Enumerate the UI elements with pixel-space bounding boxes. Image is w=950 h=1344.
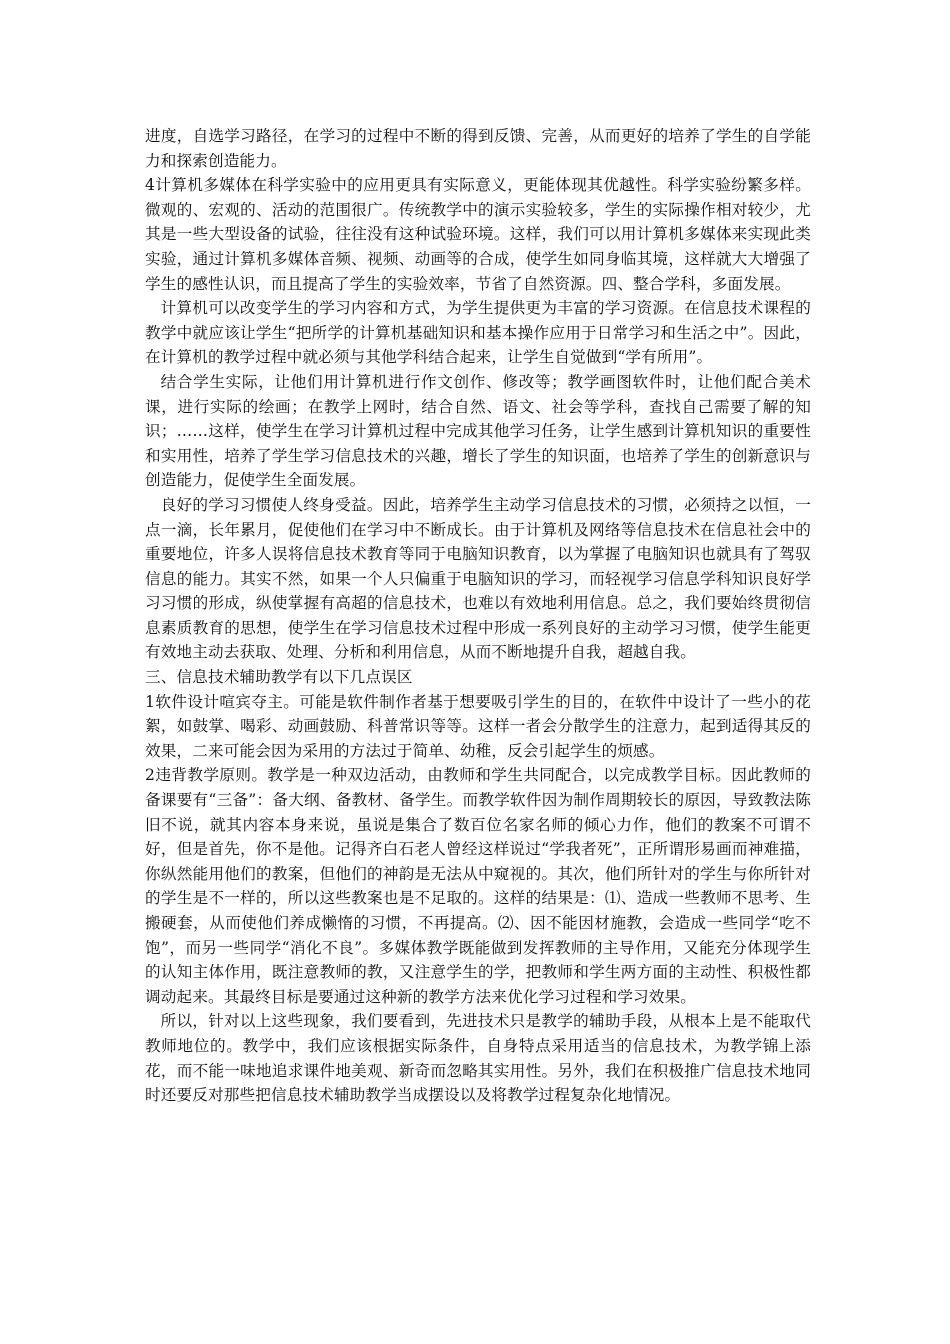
paragraph-learning-habits: 良好的学习习惯使人终身受益。因此，培养学生主动学习信息技术的习惯，必须持之以恒，一点一滴，长年累月，促使他们在学习中不断成长。由于计算机及网络等信息技术在信息社会中的重要地位，许多人误将信息技术教育等同于电脑知识教育，以为掌握了电脑知识也就具有了驾驭信息的能力。其实不然，如果一个人只偏重于电脑知识的学习，而轻视学习信息学科知识良好学习习惯的形成，纵使掌握有高超的信息技术，也难以有效地利用信息。总之，我们要始终贯彻信息素质教育的思想，使学生在学习信息技术过程中形成一系列良好的主动学习习惯，使学生能更有效地主动去获取、处理、分析和利用信息，从而不断地提升自我，超越自我。	[145, 495, 811, 662]
paragraph-learning-content: 计算机可以改变学生的学习内容和方式，为学生提供更为丰富的学习资源。在信息技术课程的教学中就应该让学生“把所学的计算机基础知识和基本操作应用于日常学习和生活之中”。因此，在计算机的教学过程中就必须与其他学科结合起来，让学生自觉做到“学有所用”。	[145, 299, 811, 367]
paragraph-conclusion: 所以，针对以上这些现象，我们要看到，先进技术只是教学的辅助手段，从根本上是不能取代教师地位的。教学中，我们应该根据实际条件，自身特点采用适当的信息技术，为教学锦上添花，而不能一味地追求课件地美观、新奇而忽略其实用性。另外，我们在积极推广信息技术地同时还要反对那些把信息技术辅助教学当成摆设以及将教学过程复杂化地情况。	[145, 1012, 811, 1105]
paragraph-point-2: 2违背教学原则。教学是一种双边活动，由教师和学生共同配合，以完成教学目标。因此教师的备课要有“三备”：备大纲、备教材、备学生。而教学软件因为制作周期较长的原因，导致教法陈旧不说，就其内容本身来说，虽说是集合了数百位名家名师的倾心力作，他们的教案不可谓不好，但是首先，你不是他。记得齐白石老人曾经这样说过“学我者死”，正所谓形易画而神难描，你纵然能用他们的教案，但他们的神韵是无法从中窥视的。其次，他们所针对的学生与你所针对的学生是不一样的，所以这些教案也是不足取的。这样的结果是：⑴、造成一些教师不思考、生搬硬套，从而使他们养成懒惰的习惯，不再提高。⑵、因不能因材施教，会造成一些同学“吃不饱”，而另一些同学“消化不良”。多媒体教学既能做到发挥教师的主导作用，又能充分体现学生的认知主体作用，既注意教师的教，又注意学生的学，把教师和学生两方面的主动性、积极性都调动起来。其最终目标是要通过这种新的教学方法来优化学习过程和学习效果。	[145, 766, 811, 1006]
paragraph-intro-continuation: 进度，自选学习路径，在学习的过程中不断的得到反馈、完善，从而更好的培养了学生的自学能力和探索创造能力。	[145, 127, 811, 170]
paragraph-point-4: 4计算机多媒体在科学实验中的应用更具有实际意义，更能体现其优越性。科学实验纷繁多样。微观的、宏观的、活动的范围很广。传统教学中的演示实验较多，学生的实际操作相对较少，尤其是一些大型设备的试验，往往没有这种试验环境。这样，我们可以用计算机多媒体来实现此类实验，通过计算机多媒体音频、视频、动画等的合成，使学生如同身临其境，这样就大大增强了学生的感性认识，而且提高了学生的实验效率，节省了自然资源。四、整合学科，多面发展。	[145, 176, 811, 293]
section-heading-misconceptions: 三、信息技术辅助教学有以下几点误区	[145, 668, 413, 687]
paragraph-student-practice: 结合学生实际，让他们用计算机进行作文创作、修改等；教学画图软件时，让他们配合美术课，进行实际的绘画；在教学上网时，结合自然、语文、社会等学科，查找自己需要了解的知识；……这样，使学生在学习计算机过程中完成其他学习任务，让学生感到计算机知识的重要性和实用性，培养了学生学习信息技术的兴趣，增长了学生的知识面，也培养了学生的创新意识与创造能力，促使学生全面发展。	[145, 372, 811, 490]
paragraph-point-1: 1软件设计喧宾夺主。可能是软件制作者基于想要吸引学生的目的，在软件中设计了一些小的花絮，如鼓掌、喝彩、动画鼓励、科普常识等等。这样一者会分散学生的注意力，起到适得其反的效果，二来可能会因为采用的方法过于简单、幼稚，反会引起学生的烦感。	[145, 692, 811, 760]
document-body	[145, 124, 811, 1108]
